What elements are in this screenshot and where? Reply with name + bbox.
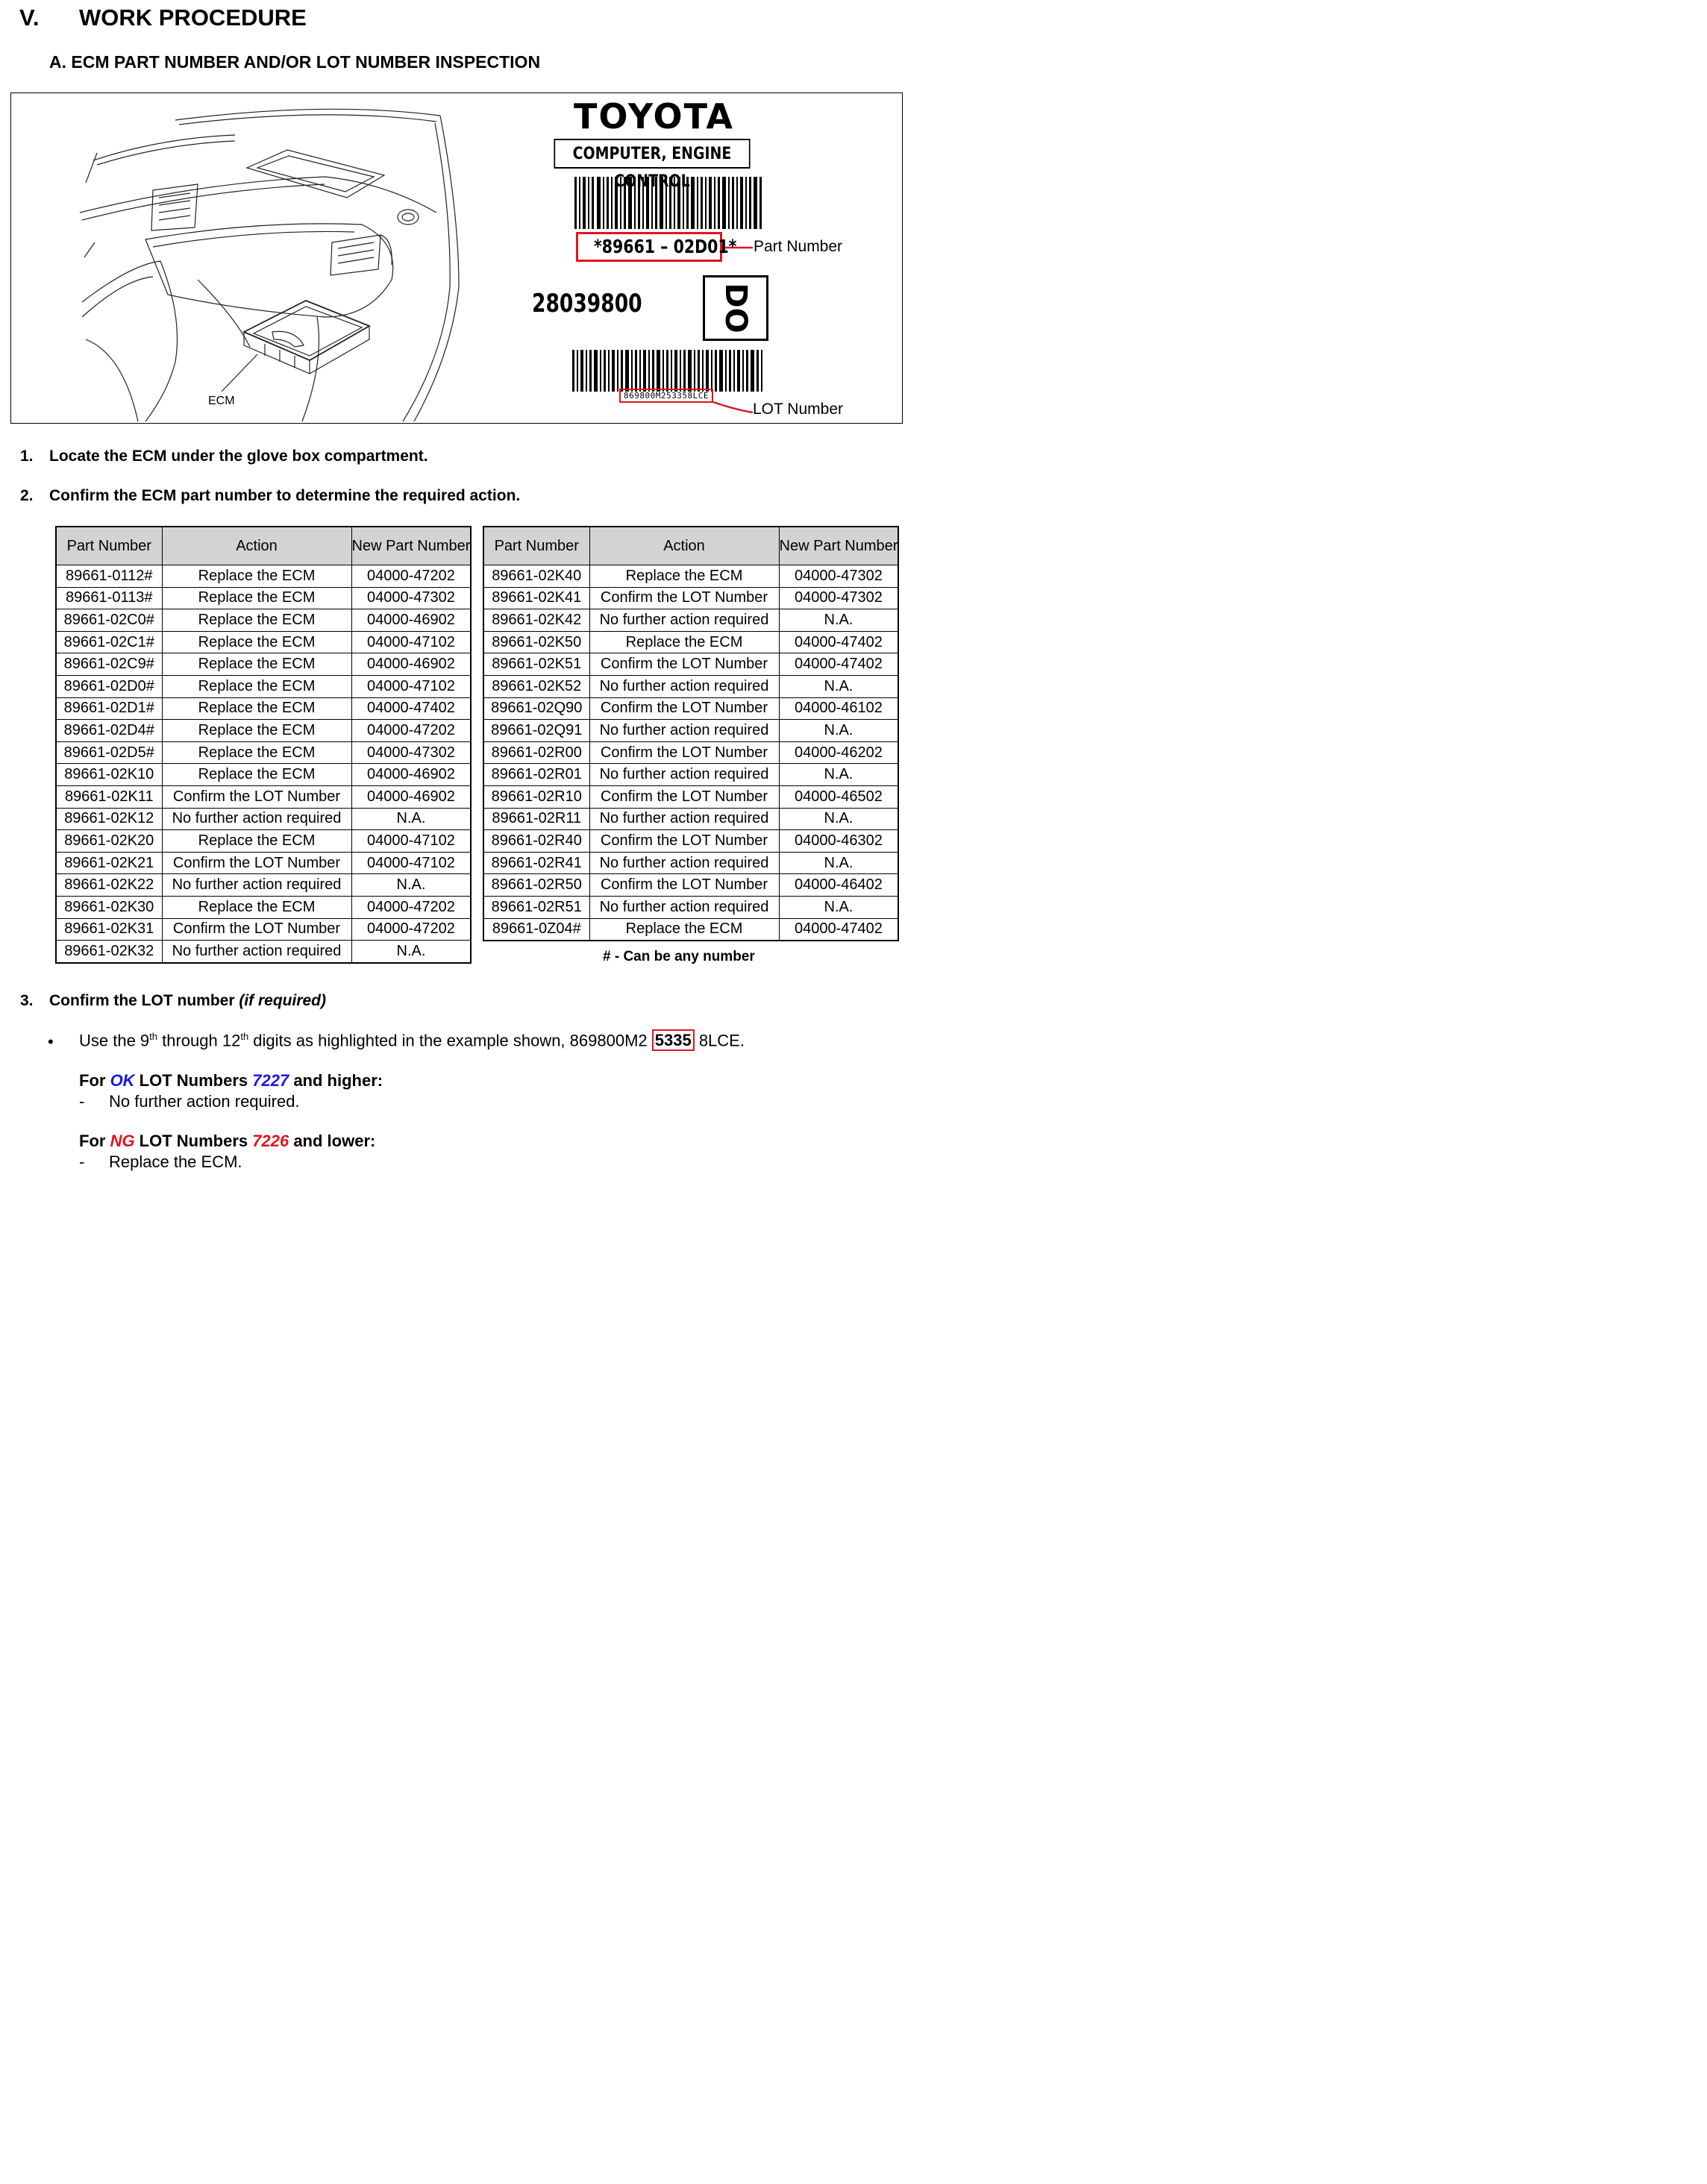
cell-part-number: 89661-02R40 [483, 830, 589, 853]
table-row [483, 675, 898, 697]
cell-part-number: 89661-02R41 [483, 852, 589, 874]
cell-action: Replace the ECM [162, 830, 351, 853]
cell-part-number: 89661-02K32 [56, 941, 162, 963]
cell-new-part-number: 04000-46202 [779, 741, 898, 764]
cell-action: No further action required [162, 941, 351, 963]
cell-new-part-number: N.A. [779, 808, 898, 830]
cell-part-number: 89661-02K11 [56, 785, 162, 808]
cell-new-part-number: 04000-47402 [779, 631, 898, 653]
table-row [56, 697, 471, 720]
cell-new-part-number: 04000-47202 [351, 896, 471, 918]
instruction-part-3: digits as highlighted in the example shown, 869800M2 [248, 1031, 652, 1050]
table-footnote: # - Can be any number [603, 949, 755, 964]
table-row [56, 609, 471, 632]
ng-suffix: and lower: [289, 1132, 376, 1150]
cell-action: Replace the ECM [162, 896, 351, 918]
cell-part-number: 89661-02Q90 [483, 697, 589, 720]
cell-part-number: 89661-02Q91 [483, 720, 589, 742]
cell-new-part-number: 04000-46902 [351, 785, 471, 808]
cell-new-part-number: N.A. [351, 808, 471, 830]
cell-new-part-number: 04000-47202 [351, 720, 471, 742]
toyota-logo: TOYOTA [574, 96, 735, 136]
cell-new-part-number: N.A. [779, 852, 898, 874]
cell-part-number: 89661-02K50 [483, 631, 589, 653]
subsection-title: A. ECM PART NUMBER AND/OR LOT NUMBER INSPECTION [49, 52, 541, 72]
part-number-callout: Part Number [754, 238, 843, 255]
cell-action: No further action required [589, 896, 779, 918]
section-number: V. [19, 4, 40, 31]
table-row [483, 785, 898, 808]
cell-action: No further action required [589, 675, 779, 697]
step-3-main: Confirm the LOT number [49, 992, 239, 1009]
table-row [56, 675, 471, 697]
cell-new-part-number: 04000-47102 [351, 675, 471, 697]
table-row [483, 830, 898, 853]
table-row [483, 609, 898, 632]
cell-part-number: 89661-02R11 [483, 808, 589, 830]
cell-action: Replace the ECM [162, 764, 351, 786]
cell-action: Confirm the LOT Number [589, 653, 779, 676]
lot-number-callout: LOT Number [753, 401, 843, 418]
cell-new-part-number: 04000-47102 [351, 852, 471, 874]
table-row [56, 918, 471, 941]
cell-action: Confirm the LOT Number [589, 741, 779, 764]
ng-dash: - [79, 1152, 85, 1171]
cell-part-number: 89661-02C0# [56, 609, 162, 632]
code-box [703, 275, 768, 341]
table-row [483, 631, 898, 653]
part-number-value: *89661 – 02D01* [594, 236, 737, 257]
table-row [56, 808, 471, 830]
cell-action: Replace the ECM [162, 720, 351, 742]
serial-number: 28039800 [532, 289, 642, 318]
cell-action: No further action required [589, 764, 779, 786]
step-2-text: Confirm the ECM part number to determine the required action. [49, 487, 521, 504]
cell-action: Confirm the LOT Number [589, 697, 779, 720]
cell-action: Confirm the LOT Number [162, 852, 351, 874]
cell-part-number: 89661-0113# [56, 587, 162, 609]
ng-word: NG [110, 1132, 135, 1150]
cell-part-number: 89661-0112# [56, 565, 162, 588]
part-number-table-right [483, 526, 899, 941]
cell-new-part-number: N.A. [351, 874, 471, 897]
header-action: Action [589, 527, 779, 565]
table-row [483, 808, 898, 830]
table-row [483, 741, 898, 764]
table-row [56, 565, 471, 588]
section-title: WORK PROCEDURE [79, 4, 307, 31]
instruction-sup-2: th [240, 1031, 249, 1042]
cell-new-part-number: 04000-46502 [779, 785, 898, 808]
cell-new-part-number: 04000-47402 [779, 653, 898, 676]
part-number-table-left [55, 526, 472, 964]
lot-digit-instruction [79, 1031, 745, 1050]
table-row [483, 918, 898, 941]
step-2-number: 2. [20, 487, 34, 504]
header-part-number: Part Number [483, 527, 589, 565]
cell-new-part-number: 04000-47302 [779, 587, 898, 609]
cell-action: Replace the ECM [162, 609, 351, 632]
cell-part-number: 89661-02R10 [483, 785, 589, 808]
ng-action: Replace the ECM. [109, 1152, 242, 1171]
header-new-part-number: New Part Number [351, 527, 471, 565]
cell-new-part-number: N.A. [779, 720, 898, 742]
table-row [56, 720, 471, 742]
lot-number-highlight: 869800M253358LCE [619, 389, 713, 403]
cell-part-number: 89661-02K42 [483, 609, 589, 632]
table-row [483, 720, 898, 742]
cell-new-part-number: N.A. [779, 764, 898, 786]
cell-part-number: 89661-02K31 [56, 918, 162, 941]
ecm-label-box: COMPUTER, ENGINE CONTROL [554, 139, 750, 169]
table-row [483, 587, 898, 609]
cell-new-part-number: N.A. [779, 896, 898, 918]
ng-lot-heading [79, 1132, 375, 1151]
cell-part-number: 89661-02D5# [56, 741, 162, 764]
cell-action: Confirm the LOT Number [589, 874, 779, 897]
dashboard-illustration [11, 93, 902, 423]
table-header-row [56, 527, 471, 565]
table-row [483, 764, 898, 786]
cell-action: Replace the ECM [162, 697, 351, 720]
cell-action: No further action required [589, 609, 779, 632]
cell-new-part-number: 04000-46902 [351, 609, 471, 632]
cell-action: Confirm the LOT Number [162, 785, 351, 808]
ok-middle: LOT Numbers [134, 1071, 253, 1090]
table-row [483, 896, 898, 918]
cell-part-number: 89661-02K30 [56, 896, 162, 918]
cell-new-part-number: 04000-46302 [779, 830, 898, 853]
cell-action: Confirm the LOT Number [589, 587, 779, 609]
table-row [483, 697, 898, 720]
part-number-highlight [576, 232, 737, 262]
instruction-part-4: 8LCE. [694, 1031, 745, 1050]
table-row [56, 896, 471, 918]
table-row [56, 653, 471, 676]
cell-part-number: 89661-02K51 [483, 653, 589, 676]
cell-part-number: 89661-02K41 [483, 587, 589, 609]
cell-part-number: 89661-02K21 [56, 852, 162, 874]
cell-new-part-number: 04000-46102 [779, 697, 898, 720]
ng-middle: LOT Numbers [134, 1132, 253, 1150]
ok-suffix: and higher: [289, 1071, 383, 1090]
table-header-row [483, 527, 898, 565]
cell-new-part-number: N.A. [351, 941, 471, 963]
step-1-text: Locate the ECM under the glove box compartment. [49, 448, 428, 465]
table-row [56, 830, 471, 853]
cell-action: Replace the ECM [589, 631, 779, 653]
ok-prefix: For [79, 1071, 110, 1090]
code-value: DO [718, 283, 753, 333]
ok-lot-threshold: 7227 [252, 1071, 289, 1090]
cell-new-part-number: 04000-47102 [351, 830, 471, 853]
cell-part-number: 89661-02D0# [56, 675, 162, 697]
ng-lot-threshold: 7226 [252, 1132, 289, 1150]
instruction-part-1: Use the 9 [79, 1031, 150, 1050]
cell-part-number: 89661-02R51 [483, 896, 589, 918]
instruction-part-2: through 12 [157, 1031, 241, 1050]
table-row [483, 874, 898, 897]
step-3-number: 3. [20, 992, 34, 1009]
cell-action: Replace the ECM [162, 653, 351, 676]
table-row [56, 852, 471, 874]
cell-part-number: 89661-02K22 [56, 874, 162, 897]
table-row [56, 874, 471, 897]
table-row [483, 653, 898, 676]
ecm-callout: ECM [208, 395, 235, 407]
cell-action: Replace the ECM [162, 587, 351, 609]
cell-action: Replace the ECM [589, 565, 779, 588]
cell-action: No further action required [162, 874, 351, 897]
cell-action: No further action required [589, 720, 779, 742]
cell-part-number: 89661-02K52 [483, 675, 589, 697]
cell-part-number: 89661-02D4# [56, 720, 162, 742]
table-row [56, 587, 471, 609]
cell-action: Replace the ECM [589, 918, 779, 941]
cell-new-part-number: 04000-47202 [351, 565, 471, 588]
cell-action: Replace the ECM [162, 565, 351, 588]
cell-new-part-number: 04000-47302 [351, 741, 471, 764]
step-1-number: 1. [20, 448, 34, 465]
cell-action: No further action required [162, 808, 351, 830]
header-action: Action [162, 527, 351, 565]
table-row [56, 741, 471, 764]
cell-new-part-number: N.A. [779, 675, 898, 697]
cell-action: No further action required [589, 808, 779, 830]
cell-part-number: 89661-02K12 [56, 808, 162, 830]
cell-part-number: 89661-02C1# [56, 631, 162, 653]
cell-new-part-number: N.A. [779, 609, 898, 632]
table-row [56, 941, 471, 963]
cell-new-part-number: 04000-47202 [351, 918, 471, 941]
table-row [483, 852, 898, 874]
cell-new-part-number: 04000-46902 [351, 764, 471, 786]
cell-part-number: 89661-02R50 [483, 874, 589, 897]
cell-part-number: 89661-0Z04# [483, 918, 589, 941]
header-new-part-number: New Part Number [779, 527, 898, 565]
ok-lot-heading [79, 1071, 383, 1091]
step-3-qualifier: (if required) [239, 992, 326, 1009]
cell-part-number: 89661-02R00 [483, 741, 589, 764]
cell-action: No further action required [589, 852, 779, 874]
cell-part-number: 89661-02K10 [56, 764, 162, 786]
cell-part-number: 89661-02K40 [483, 565, 589, 588]
cell-new-part-number: 04000-47302 [779, 565, 898, 588]
cell-new-part-number: 04000-46402 [779, 874, 898, 897]
ecm-figure [10, 92, 903, 424]
table-row [56, 785, 471, 808]
bullet-symbol: • [48, 1032, 54, 1051]
cell-action: Replace the ECM [162, 741, 351, 764]
cell-action: Replace the ECM [162, 675, 351, 697]
step-3-text [49, 992, 326, 1010]
ok-word: OK [110, 1071, 135, 1090]
cell-action: Confirm the LOT Number [589, 785, 779, 808]
table-row [56, 764, 471, 786]
cell-part-number: 89661-02C9# [56, 653, 162, 676]
cell-action: Confirm the LOT Number [589, 830, 779, 853]
header-part-number: Part Number [56, 527, 162, 565]
ok-dash: - [79, 1092, 85, 1111]
ng-prefix: For [79, 1132, 110, 1150]
instruction-sup-1: th [149, 1031, 158, 1042]
table-row [56, 631, 471, 653]
table-row [483, 565, 898, 588]
cell-part-number: 89661-02D1# [56, 697, 162, 720]
cell-new-part-number: 04000-47402 [779, 918, 898, 941]
cell-new-part-number: 04000-47402 [351, 697, 471, 720]
lot-digits-highlight: 5335 [652, 1029, 695, 1051]
cell-action: Confirm the LOT Number [162, 918, 351, 941]
cell-part-number: 89661-02K20 [56, 830, 162, 853]
cell-part-number: 89661-02R01 [483, 764, 589, 786]
cell-action: Replace the ECM [162, 631, 351, 653]
cell-new-part-number: 04000-47302 [351, 587, 471, 609]
cell-new-part-number: 04000-46902 [351, 653, 471, 676]
cell-new-part-number: 04000-47102 [351, 631, 471, 653]
ok-action: No further action required. [109, 1092, 300, 1111]
